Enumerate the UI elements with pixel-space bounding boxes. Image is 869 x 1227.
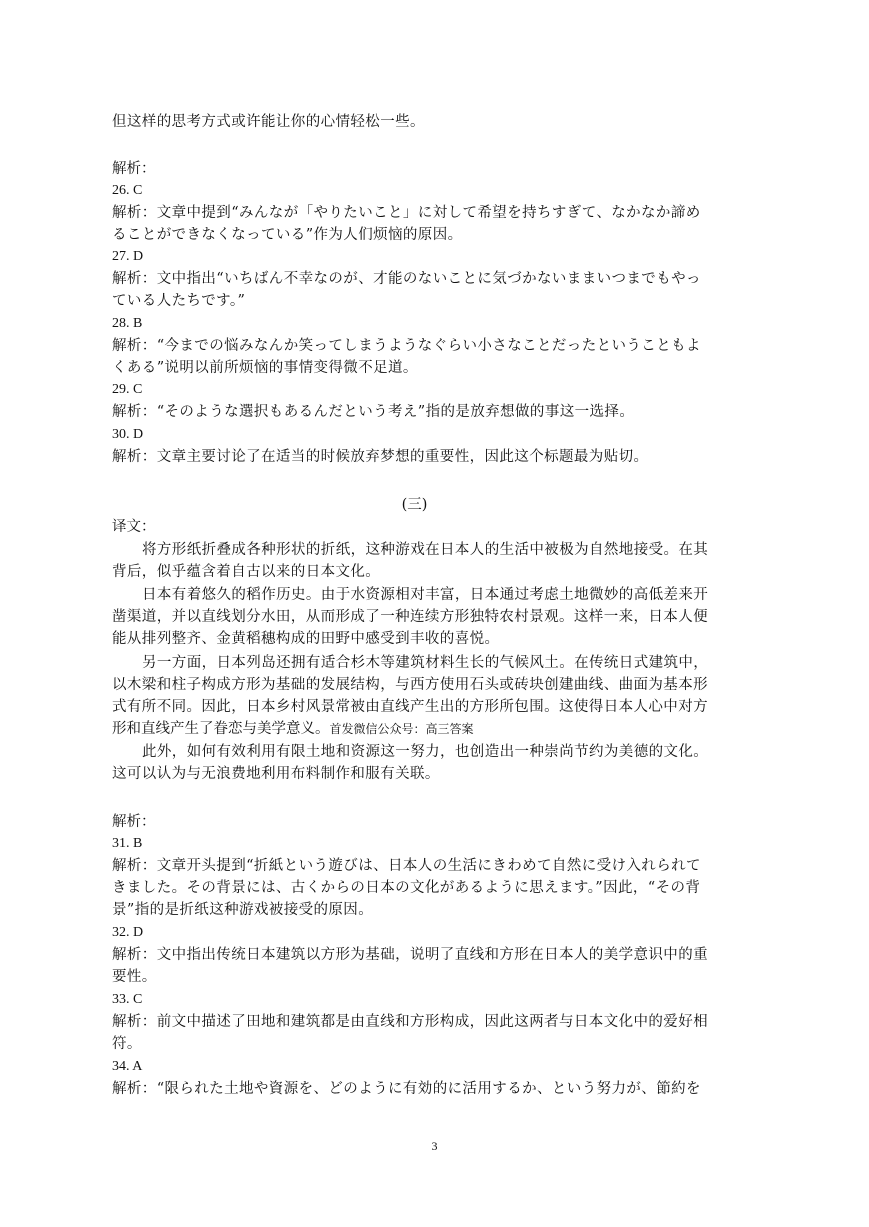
explanation-line: 解析：文章中提到“みんなが「やりたいこと」に対して希望を持ちすぎて、なかなか諦め	[112, 205, 701, 221]
answer-number: 32. D	[112, 925, 144, 940]
translation-line-with-note	[112, 718, 717, 740]
explanation-line: 解析：“今までの悩みなんか笑ってしまうようなぐらい小さなことだったということもよ	[112, 338, 701, 354]
paragraph-tail: 但这样的思考方式或许能让你的心情轻松一些。	[112, 114, 425, 130]
translation-line: 此外，如何有效利用有限土地和资源这一努力，也创造出一种崇尚节约为美德的文化。	[142, 744, 709, 760]
explanation-line: 要性。	[112, 969, 157, 985]
explanation-line: 解析：文中指出“いちばん不幸なのが、才能のないことに気づかないままいつまでもやっ	[112, 271, 701, 287]
answer-number: 29. C	[112, 382, 143, 397]
translation-line: 另一方面，日本列岛还拥有适合杉木等建筑材料生长的气候风土。在传统日式建筑中，	[142, 655, 709, 671]
explanation-line: 解析：前文中描述了田地和建筑都是由直线和方形构成，因此这两者与日本文化中的爱好相	[112, 1014, 708, 1030]
explanation-line: くある”说明以前所烦恼的事情变得微不足道。	[112, 360, 418, 376]
translation-label: 译文：	[112, 519, 156, 535]
explanation-line: きました。その背景には、古くからの日本の文化があるように思えます。”因此，“その背	[112, 880, 701, 896]
section-heading: (三)	[401, 497, 428, 513]
answer-number: 26. C	[112, 183, 143, 198]
translation-line: 日本有着悠久的稻作历史。由于水资源相对丰富，日本通过考虑土地微妙的高低差来开	[142, 587, 709, 603]
answer-number: 30. D	[112, 427, 144, 442]
explanation-line: 景”指的是折纸这种游戏被接受的原因。	[112, 902, 374, 918]
translation-text: 形和直线产生了眷恋与美学意义。	[112, 721, 330, 737]
explanation-line: 符。	[112, 1036, 142, 1052]
explanation-line: 解析：文章开头提到“折紙という遊びは、日本人の生活にきわめて自然に受け入れられて	[112, 858, 701, 874]
explanation-line: 解析：文中指出传统日本建筑以方形为基础，说明了直线和方形在日本人的美学意识中的重	[112, 947, 708, 963]
explanation-line: 解析：文章主要讨论了在适当的时候放弃梦想的重要性，因此这个标题最为贴切。	[112, 449, 649, 465]
explanation-line: 解析：“限られた土地や資源を、どのように有効的に活用するか、という努力が、節約を	[112, 1081, 701, 1097]
explanation-line: 解析：“そのような選択もあるんだという考え”指的是放弃想做的事这一选择。	[112, 404, 635, 420]
translation-line: 这可以认为与无浪费地利用布料制作和服有关联。	[112, 766, 440, 782]
watermark-note: 首发微信公众号：高三答案	[329, 722, 474, 736]
translation-line: 以木梁和柱子构成方形为基础的发展结构，与西方使用石头或砖块创建曲线、曲面为基本形	[112, 677, 708, 693]
page-number: 3	[431, 1139, 438, 1153]
explanation-line: ることができなくなっている”作为人们烦恼的原因。	[112, 227, 463, 243]
answer-number: 27. D	[112, 249, 144, 264]
translation-line: 背后，似乎蕴含着自古以来的日本文化。	[112, 564, 381, 580]
answer-number: 28. B	[112, 316, 143, 331]
answer-number: 34. A	[112, 1059, 143, 1074]
answer-number: 31. B	[112, 836, 143, 851]
analysis-label: 解析：	[112, 814, 156, 830]
translation-line: 将方形纸折叠成各种形状的折纸，这种游戏在日本人的生活中被极为自然地接受。在其	[142, 542, 709, 558]
translation-line: 凿渠道，并以直线划分水田，从而形成了一种连续方形独特农村景观。这样一来，日本人便	[112, 609, 708, 625]
translation-line: 能从排列整齐、金黄稻穗构成的田野中感受到丰收的喜悦。	[112, 631, 500, 647]
translation-line: 式有所不同。因此，日本乡村风景常被由直线产生出的方形所包围。这使得日本人心中对方	[112, 699, 708, 715]
analysis-label: 解析：	[112, 161, 156, 177]
answer-number: 33. C	[112, 992, 143, 1007]
explanation-line: ている人たちです。”	[112, 293, 246, 309]
